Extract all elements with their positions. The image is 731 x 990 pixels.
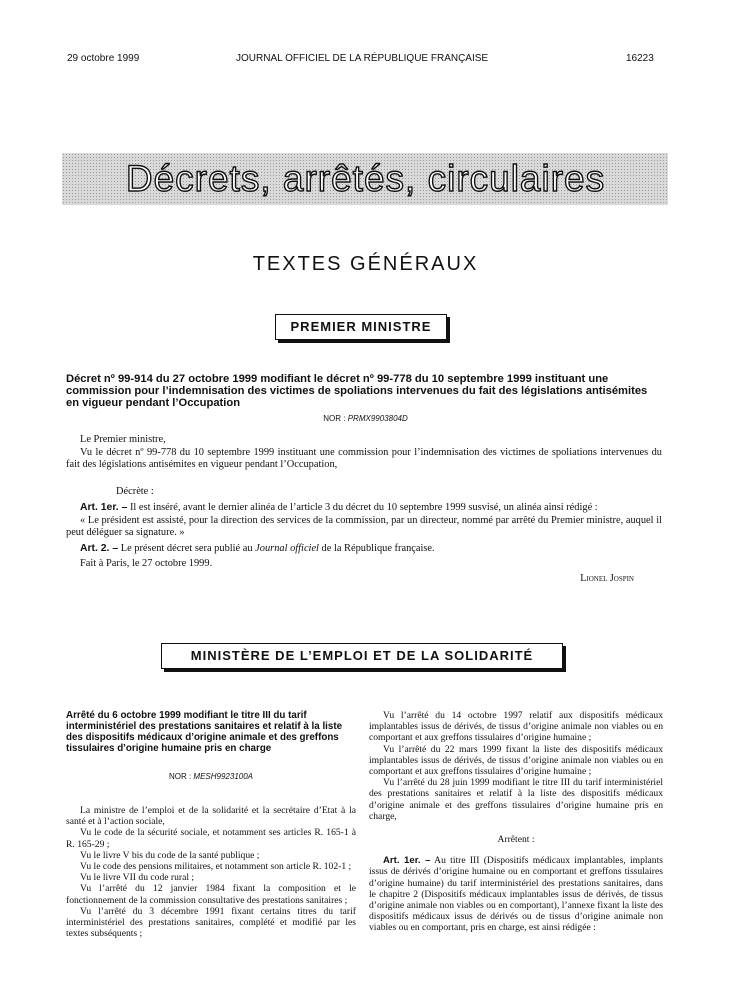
article-text: Il est inséré, avant le dernier alinéa de l’article 3 du décret du 10 septembre 1999 susvisé, un alinéa ainsi rédigé :: [127, 502, 598, 513]
decree-body: [66, 434, 662, 585]
arrete-right-column: [369, 710, 663, 934]
section-title: TEXTES GÉNÉRAUX: [252, 253, 479, 275]
decree-title: Décret nº 99-914 du 27 octobre 1999 modifiant le décret nº 99-778 du 10 septembre 1999 instituant une commission pour l’indemnisation des victimes de spoliations intervenues du fait des législations antisémites en vigueur pendant l’Occupation: [66, 373, 648, 409]
arrete-para: Vu le livre VII du code rural ;: [80, 872, 195, 884]
arrete-para: Vu le code de la sécurité sociale, et notamment ses articles R. 165-1 à R. 165-29 ;: [66, 827, 356, 850]
decree-para: Le Premier ministre,: [80, 434, 166, 445]
article-text: Le présent décret sera publié au: [118, 542, 256, 554]
page-number: 16223: [626, 53, 654, 64]
decree-article-2: [66, 543, 662, 556]
article-label: Art. 2. –: [80, 542, 119, 554]
arrete-para: Vu l’arrêté du 28 juin 1999 modifiant le titre III du tarif interministériel des prestations sanitaires et relatif à la liste des dispositifs médicaux d’origine animale et des greffons tissulaires d’origine humaine pris en charge,: [369, 777, 663, 822]
decree-article-1: [66, 502, 662, 515]
decree-nor: [0, 414, 731, 423]
decree-signature: Lionel Jospin: [580, 572, 634, 584]
decree-fait: Fait à Paris, le 27 octobre 1999.: [80, 558, 213, 569]
arrete-para: Vu le code des pensions militaires, et notamment son article R. 102-1 ;: [80, 861, 352, 873]
ministry-heading-premier: PREMIER MINISTRE: [275, 314, 447, 340]
arrete-para: Vu l’arrêté du 14 octobre 1997 relatif aux dispositifs médicaux implantables issus de dérivés, de tissus d’origine animale non viables ou en comportant et aux greffons tissulaires d’origine humaine ;: [369, 710, 663, 744]
arrete-arretent: Arrêtent :: [497, 834, 535, 846]
arrete-para: La ministre de l’emploi et de la solidarité et la secrétaire d’Etat à la santé et à l’action sociale,: [66, 805, 356, 828]
article-text: de la République française.: [318, 542, 435, 554]
header-date: 29 octobre 1999: [67, 53, 140, 64]
arrete-title: Arrêté du 6 octobre 1999 modifiant le titre III du tarif interministériel des prestations sanitaires et relatif à la liste des dispositifs médicaux d’origine animale et des greffons tissulaires d’origine humaine pris en charge: [66, 710, 343, 754]
arrete-left-column: [66, 710, 356, 939]
arrete-para: Vu l’arrêté du 3 décembre 1991 fixant certains titres du tarif interministériel des prestations sanitaires, complété et modifié par les textes subséquents ;: [66, 905, 356, 940]
arrete-para: Vu l’arrêté du 22 mars 1999 fixant la liste des dispositifs médicaux implantables issus de dérivés, de tissus d’origine animale non viables ou en comportant et aux greffons tissulaires d’origine humaine ;: [369, 743, 663, 778]
arrete-visas-left: [66, 805, 356, 939]
arrete-para: Vu l’arrêté du 12 janvier 1984 fixant la composition et le fonctionnement de la commission consultative des prestations sanitaires ;: [66, 883, 356, 906]
article-label: Art. 1er. –: [80, 502, 128, 513]
arrete-para: Vu le livre V bis du code de la santé publique ;: [80, 849, 260, 861]
nor-label: NOR :: [168, 772, 194, 781]
nor-code: PRMX9903804D: [347, 414, 408, 423]
article-text: Au titre III (Dispositifs médicaux implantables, implants issus de dérivés d’origine humaine ou en comportant et greffons tissulaires d’origine humaine) du tarif interministériel des prestations sanitaires, dans le chapitre 2 (Dispositifs médicaux implantables issus de dérivés, de tissus d’origine animale non viables ou en comportant), l’annexe fixant la liste des dispositifs médicaux issus de dérivés ou de tissus d’origine animale non viables ou en comportant, pris en charge, est ainsi rédigée :: [369, 855, 663, 934]
arrete-article-1: [369, 855, 663, 933]
nor-code: MESH9923100A: [193, 772, 254, 781]
article-label: Art. 1er. –: [383, 855, 431, 867]
decree-para: Vu le décret nº 99-778 du 10 septembre 1999 instituant une commission pour l’indemnisation des victimes de spoliations intervenues du fait des législations antisémites en vigueur pendant l’Occupation,: [66, 446, 662, 470]
journal-title: JOURNAL OFFICIEL DE LA RÉPUBLIQUE FRANÇAISE: [236, 53, 489, 64]
decree-quote: « Le président est assisté, pour la direction des services de la commission, par un directeur, nommé par arrêté du Premier ministre, auquel il peut déléguer sa signature. »: [66, 514, 662, 538]
nor-label: NOR :: [323, 414, 348, 423]
journal-reference: Journal officiel: [255, 542, 319, 554]
decree-decrete: Décrète :: [116, 485, 154, 497]
arrete-nor: [66, 772, 356, 781]
ministry-heading-emploi: MINISTÈRE DE L’EMPLOI ET DE LA SOLIDARITÉ: [161, 643, 563, 669]
banner-title: Décrets, arrêtés, circulaires: [125, 158, 606, 199]
